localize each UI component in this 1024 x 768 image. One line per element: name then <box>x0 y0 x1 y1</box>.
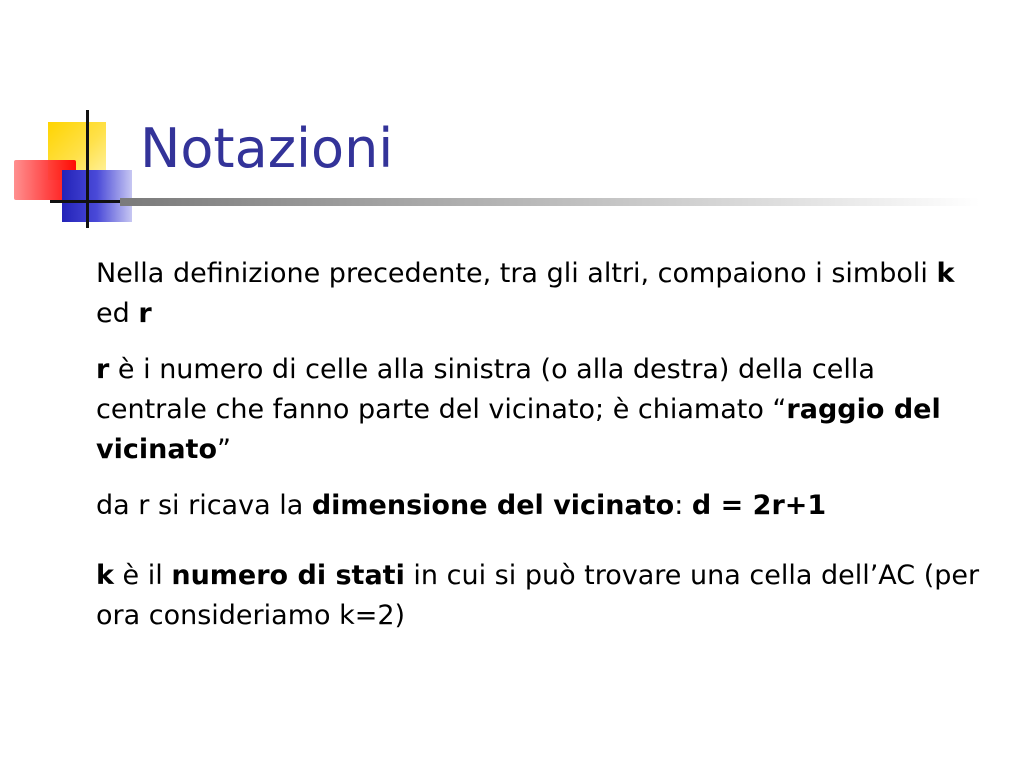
text-segment: ” <box>217 434 232 465</box>
text-segment: è il <box>113 560 172 591</box>
paragraph-dimension <box>96 486 986 526</box>
symbol-k: k <box>936 258 955 289</box>
text-segment: da r si ricava la <box>96 490 312 521</box>
text-segment: in cui si può trovare una cella dell’AC (per ora consideriamo k=2) <box>96 560 980 631</box>
logo-blue-block <box>62 170 132 222</box>
paragraph-symbols <box>96 254 986 334</box>
symbol-r: r <box>96 354 110 385</box>
formula-d: d = 2r+1 <box>691 490 827 521</box>
slide-logo-decoration <box>0 100 140 230</box>
term-dimensione-del-vicinato: dimensione del vicinato <box>311 490 675 521</box>
slide-title: Notazioni <box>140 117 394 180</box>
text-segment: : <box>674 490 692 521</box>
title-underline <box>120 198 980 206</box>
paragraph-states <box>96 556 986 636</box>
slide-body <box>96 254 986 652</box>
text-segment: è i numero di celle alla sinistra (o alla destra) della cella centrale che fanno parte del vicinato; è chiamato “ <box>96 354 875 425</box>
term-numero-di-stati: numero di stati <box>171 560 405 591</box>
logo-vertical-line <box>86 110 89 228</box>
text-segment: ed <box>96 298 139 329</box>
text-segment: Nella definizione precedente, tra gli altri, compaiono i simboli <box>96 258 937 289</box>
symbol-k: k <box>96 560 114 591</box>
symbol-r: r <box>138 298 152 329</box>
paragraph-radius <box>96 350 986 470</box>
term-raggio-del-vicinato: raggio del vicinato <box>96 394 941 465</box>
